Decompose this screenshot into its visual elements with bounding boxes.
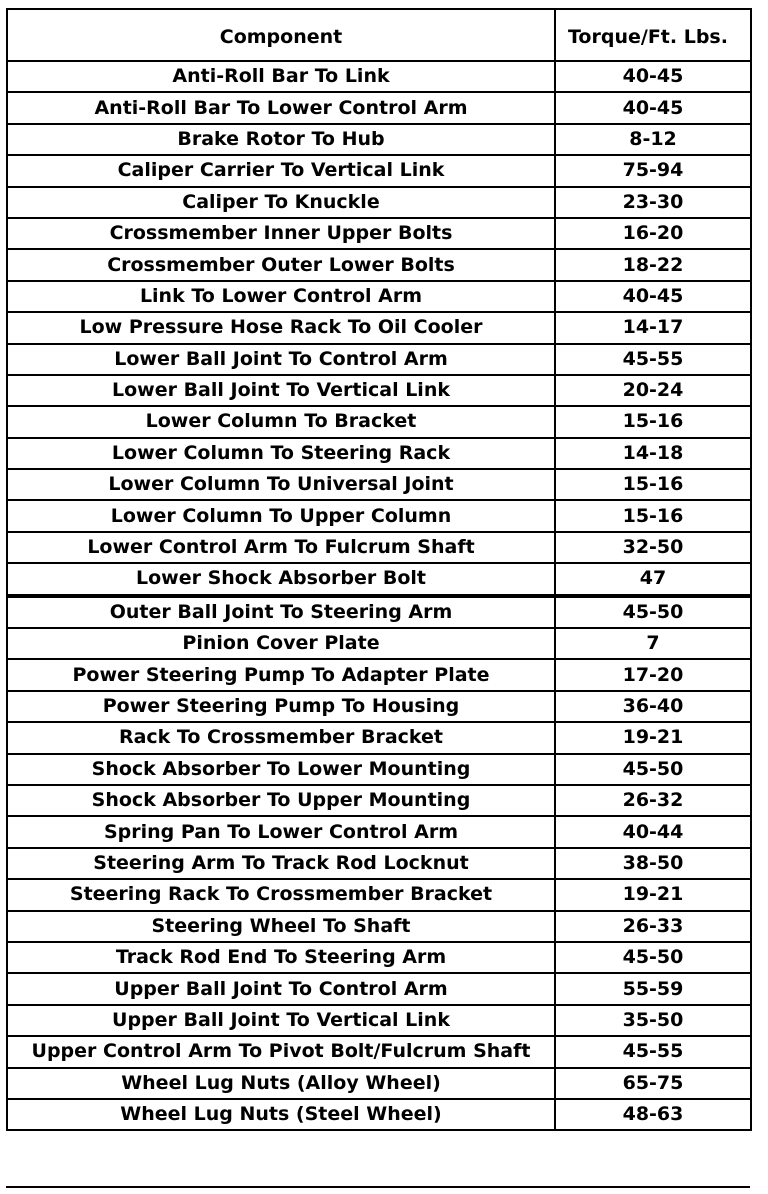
component-cell: Caliper Carrier To Vertical Link bbox=[7, 155, 555, 186]
component-cell: Lower Control Arm To Fulcrum Shaft bbox=[7, 532, 555, 563]
table-row bbox=[7, 312, 751, 343]
torque-cell: 47 bbox=[555, 563, 751, 595]
table-row bbox=[7, 1099, 751, 1130]
component-cell: Crossmember Inner Upper Bolts bbox=[7, 218, 555, 249]
torque-cell: 45-55 bbox=[555, 344, 751, 375]
table-row bbox=[7, 469, 751, 500]
component-cell: Shock Absorber To Lower Mounting bbox=[7, 754, 555, 785]
component-cell: Lower Column To Upper Column bbox=[7, 500, 555, 531]
component-cell: Upper Control Arm To Pivot Bolt/Fulcrum Shaft bbox=[7, 1036, 555, 1067]
table-header bbox=[7, 9, 751, 61]
torque-cell: 15-16 bbox=[555, 469, 751, 500]
component-cell: Caliper To Knuckle bbox=[7, 187, 555, 218]
component-cell: Wheel Lug Nuts (Alloy Wheel) bbox=[7, 1068, 555, 1099]
component-cell: Lower Column To Steering Rack bbox=[7, 438, 555, 469]
table-row bbox=[7, 848, 751, 879]
torque-cell: 38-50 bbox=[555, 848, 751, 879]
table-row bbox=[7, 438, 751, 469]
torque-cell: 45-50 bbox=[555, 942, 751, 973]
table-row bbox=[7, 911, 751, 942]
torque-cell: 19-21 bbox=[555, 879, 751, 910]
component-cell: Steering Rack To Crossmember Bracket bbox=[7, 879, 555, 910]
torque-cell: 32-50 bbox=[555, 532, 751, 563]
torque-cell: 26-32 bbox=[555, 785, 751, 816]
component-cell: Pinion Cover Plate bbox=[7, 628, 555, 659]
table-row bbox=[7, 249, 751, 280]
torque-cell: 17-20 bbox=[555, 659, 751, 690]
torque-cell: 48-63 bbox=[555, 1099, 751, 1130]
torque-cell: 35-50 bbox=[555, 1005, 751, 1036]
column-header-component: Component bbox=[7, 9, 555, 61]
table-row bbox=[7, 187, 751, 218]
component-cell: Lower Column To Universal Joint bbox=[7, 469, 555, 500]
component-cell: Spring Pan To Lower Control Arm bbox=[7, 816, 555, 847]
table-row bbox=[7, 155, 751, 186]
component-cell: Rack To Crossmember Bracket bbox=[7, 722, 555, 753]
table-row bbox=[7, 92, 751, 123]
component-cell: Shock Absorber To Upper Mounting bbox=[7, 785, 555, 816]
table-row bbox=[7, 1005, 751, 1036]
torque-cell: 45-50 bbox=[555, 754, 751, 785]
torque-cell: 14-18 bbox=[555, 438, 751, 469]
torque-cell: 40-44 bbox=[555, 816, 751, 847]
torque-cell: 36-40 bbox=[555, 691, 751, 722]
torque-cell: 16-20 bbox=[555, 218, 751, 249]
component-cell: Steering Arm To Track Rod Locknut bbox=[7, 848, 555, 879]
torque-cell: 23-30 bbox=[555, 187, 751, 218]
table-row bbox=[7, 659, 751, 690]
table-row bbox=[7, 281, 751, 312]
torque-cell: 40-45 bbox=[555, 281, 751, 312]
torque-cell: 14-17 bbox=[555, 312, 751, 343]
table-row bbox=[7, 722, 751, 753]
table-row bbox=[7, 1036, 751, 1067]
component-cell: Steering Wheel To Shaft bbox=[7, 911, 555, 942]
component-cell: Upper Ball Joint To Vertical Link bbox=[7, 1005, 555, 1036]
table-row bbox=[7, 785, 751, 816]
torque-spec-table bbox=[6, 8, 752, 1131]
table-row bbox=[7, 406, 751, 437]
component-cell: Lower Ball Joint To Vertical Link bbox=[7, 375, 555, 406]
torque-spec-sheet bbox=[6, 8, 750, 1131]
component-cell: Power Steering Pump To Housing bbox=[7, 691, 555, 722]
table-row bbox=[7, 628, 751, 659]
component-cell: Low Pressure Hose Rack To Oil Cooler bbox=[7, 312, 555, 343]
torque-cell: 55-59 bbox=[555, 973, 751, 1004]
table-row bbox=[7, 596, 751, 628]
table-row bbox=[7, 942, 751, 973]
torque-cell: 8-12 bbox=[555, 124, 751, 155]
bottom-rule bbox=[6, 1186, 750, 1188]
table-row bbox=[7, 61, 751, 92]
table-row bbox=[7, 124, 751, 155]
component-cell: Lower Ball Joint To Control Arm bbox=[7, 344, 555, 375]
table-row bbox=[7, 1068, 751, 1099]
table-row bbox=[7, 500, 751, 531]
torque-cell: 15-16 bbox=[555, 406, 751, 437]
torque-cell: 40-45 bbox=[555, 61, 751, 92]
table-row bbox=[7, 218, 751, 249]
component-cell: Upper Ball Joint To Control Arm bbox=[7, 973, 555, 1004]
column-header-torque: Torque/Ft. Lbs. bbox=[555, 9, 751, 61]
table-row bbox=[7, 532, 751, 563]
component-cell: Track Rod End To Steering Arm bbox=[7, 942, 555, 973]
component-cell: Power Steering Pump To Adapter Plate bbox=[7, 659, 555, 690]
component-cell: Anti-Roll Bar To Link bbox=[7, 61, 555, 92]
component-cell: Lower Column To Bracket bbox=[7, 406, 555, 437]
table-row bbox=[7, 973, 751, 1004]
component-cell: Anti-Roll Bar To Lower Control Arm bbox=[7, 92, 555, 123]
table-row bbox=[7, 375, 751, 406]
component-cell: Lower Shock Absorber Bolt bbox=[7, 563, 555, 595]
table-row bbox=[7, 691, 751, 722]
torque-cell: 45-50 bbox=[555, 596, 751, 628]
torque-cell: 45-55 bbox=[555, 1036, 751, 1067]
torque-cell: 40-45 bbox=[555, 92, 751, 123]
torque-cell: 19-21 bbox=[555, 722, 751, 753]
header-row bbox=[7, 9, 751, 61]
torque-cell: 26-33 bbox=[555, 911, 751, 942]
torque-cell: 15-16 bbox=[555, 500, 751, 531]
torque-cell: 20-24 bbox=[555, 375, 751, 406]
component-cell: Wheel Lug Nuts (Steel Wheel) bbox=[7, 1099, 555, 1130]
component-cell: Outer Ball Joint To Steering Arm bbox=[7, 596, 555, 628]
torque-cell: 18-22 bbox=[555, 249, 751, 280]
torque-cell: 75-94 bbox=[555, 155, 751, 186]
component-cell: Brake Rotor To Hub bbox=[7, 124, 555, 155]
table-body bbox=[7, 61, 751, 1130]
table-row bbox=[7, 344, 751, 375]
torque-cell: 7 bbox=[555, 628, 751, 659]
table-row bbox=[7, 879, 751, 910]
component-cell: Link To Lower Control Arm bbox=[7, 281, 555, 312]
component-cell: Crossmember Outer Lower Bolts bbox=[7, 249, 555, 280]
table-row bbox=[7, 563, 751, 595]
table-row bbox=[7, 816, 751, 847]
torque-cell: 65-75 bbox=[555, 1068, 751, 1099]
table-row bbox=[7, 754, 751, 785]
